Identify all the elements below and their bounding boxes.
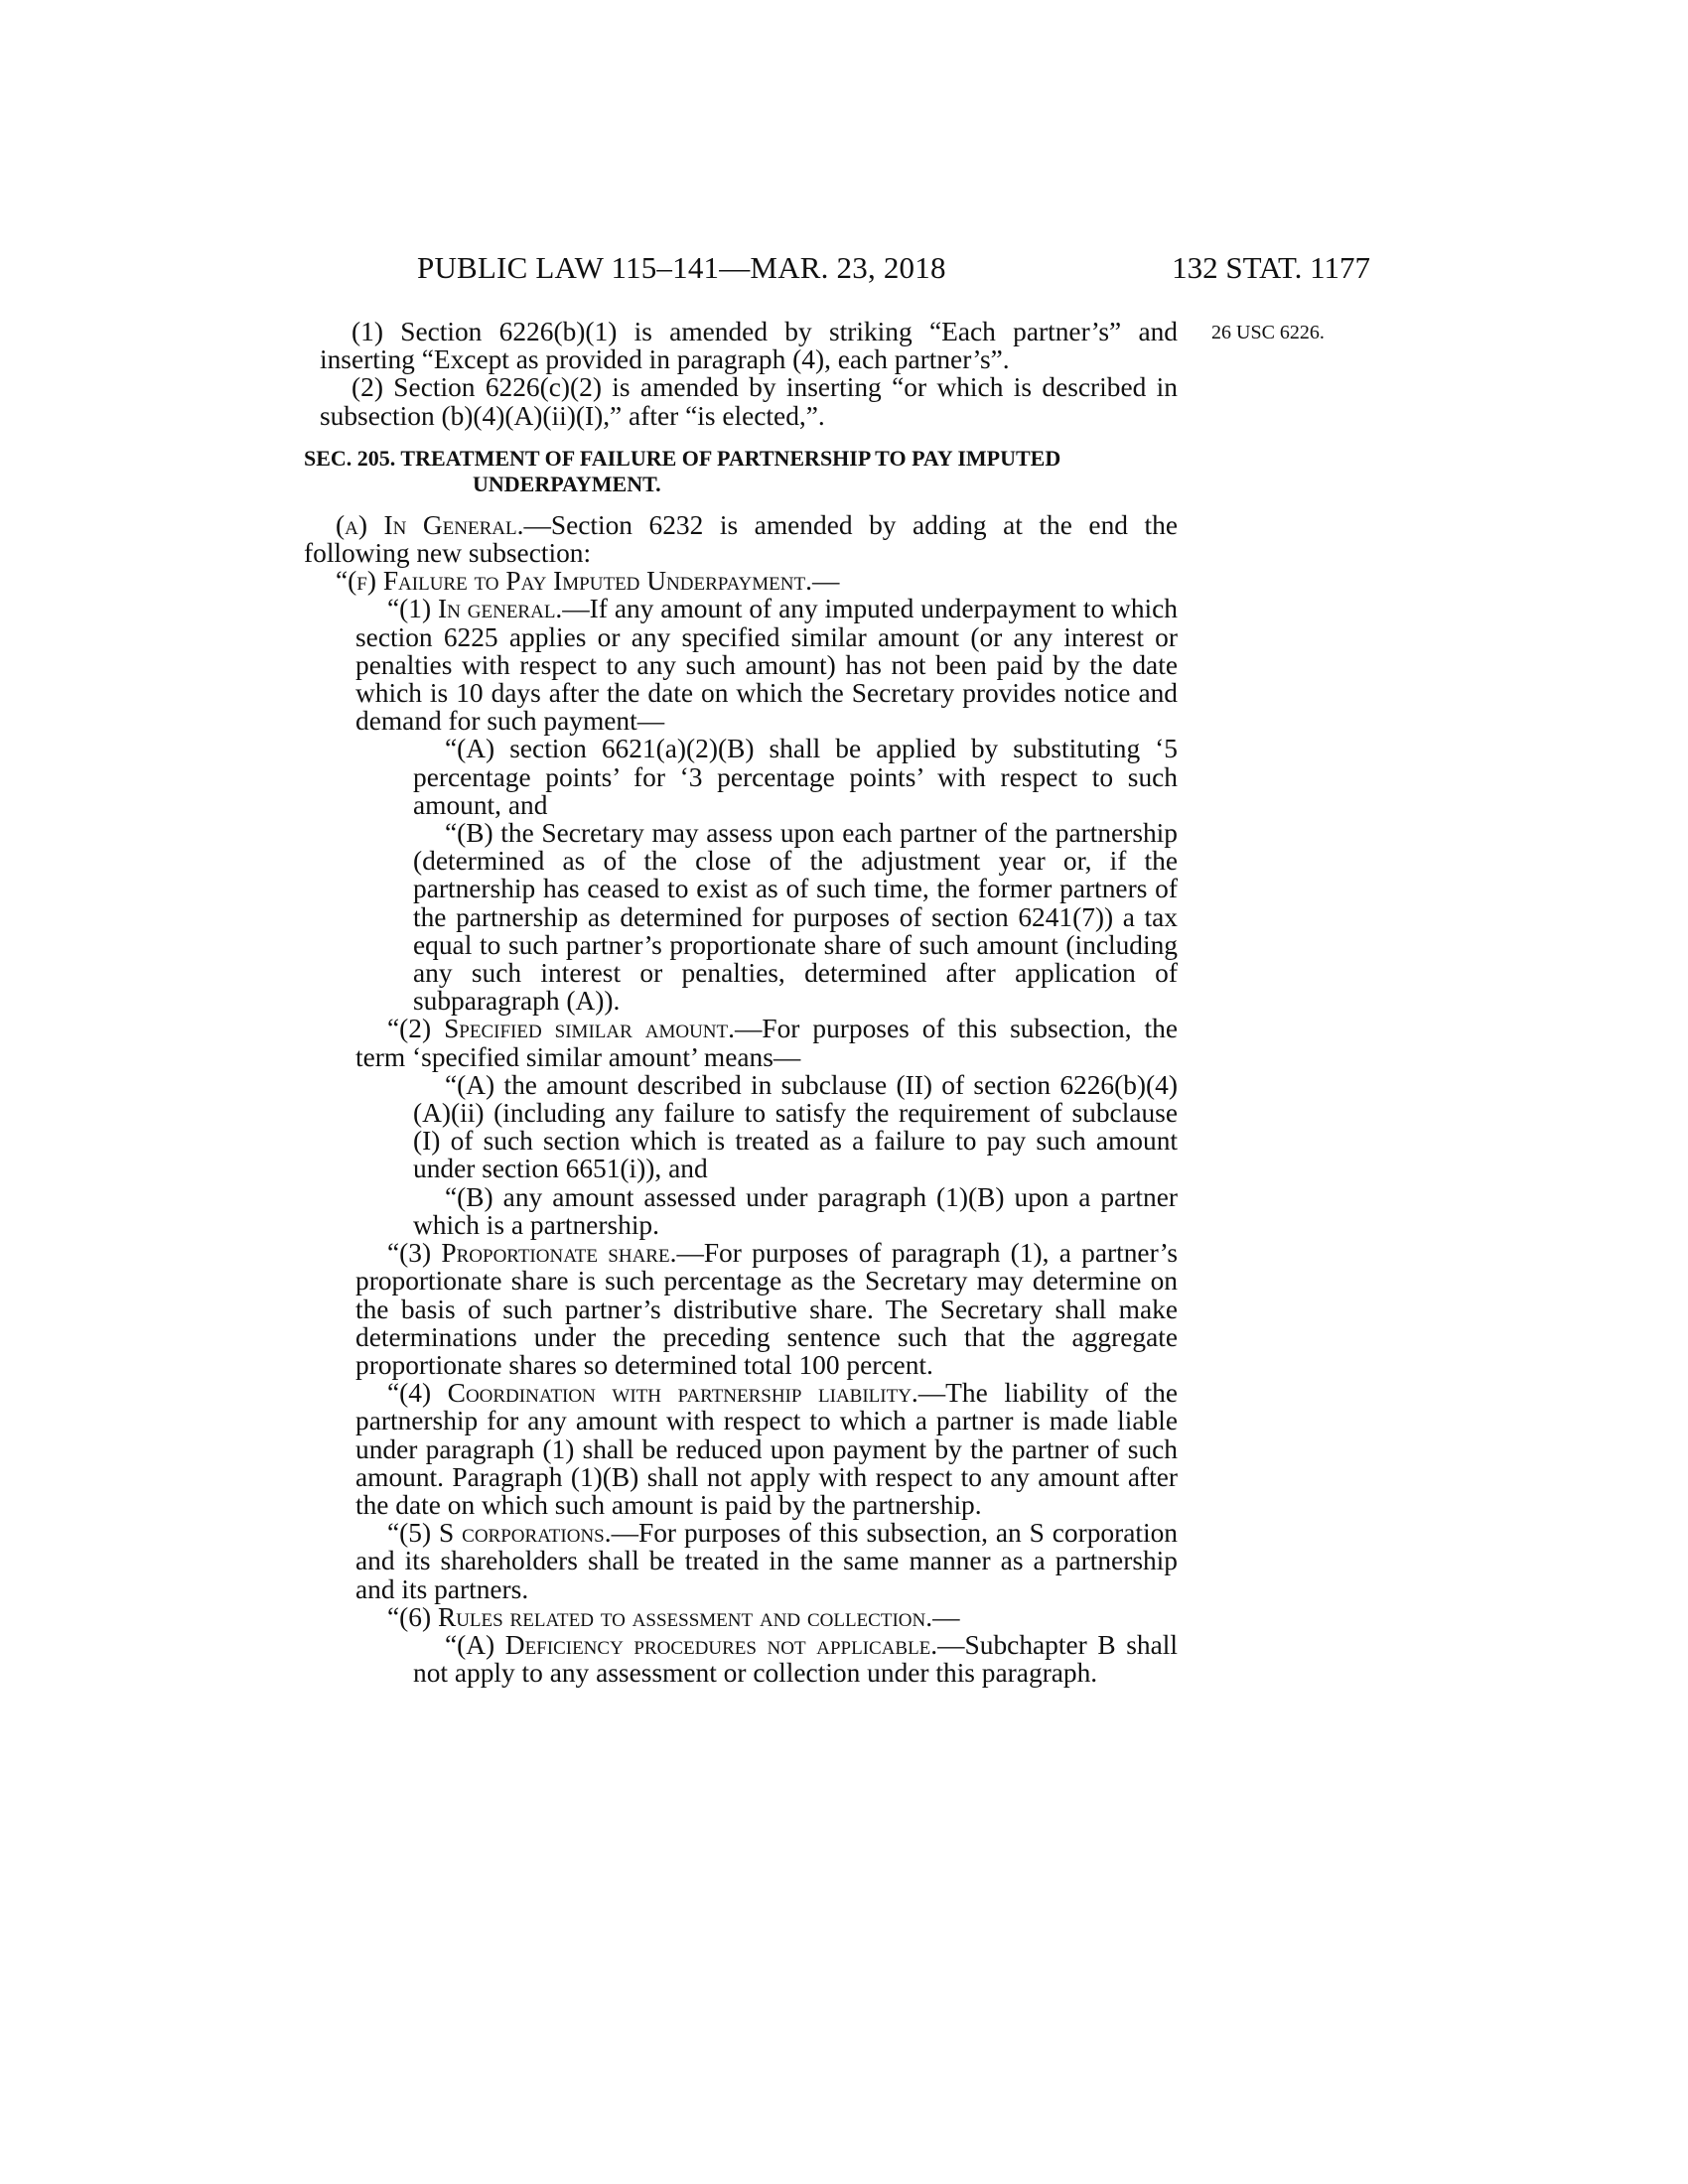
paragraph-f2 [304,1015,1178,1070]
statute-page-number: 132 STAT. 1177 [1172,250,1370,285]
subparagraph-f2b: “(B) any amount assessed under paragraph (1)(B) upon a partner which is a partnership. [413,1181,1178,1240]
subsection-f-heading: “(f) Failure to Pay Imputed Underpayment. [336,566,812,597]
paragraph-f4-heading: “(4) Coordination with partnership liability. [387,1378,918,1409]
subsection-a-heading: (a) In General. [336,509,524,540]
subsection-a [304,511,1178,567]
paragraph-f3 [304,1239,1178,1379]
paragraph-f3-heading: “(3) Proportionate share. [387,1238,677,1269]
section-heading-line-1: SEC. 205. TREATMENT OF FAILURE OF PARTNERSHIP TO PAY IMPUTED [304,445,1061,471]
subparagraph-f1b: “(B) the Secretary may assess upon each partner of the partnership (determined as of the close of the adjustment year or, if the partnership has ceased to exist as of such time, the former partners of the partnership as determined for purposes of section 6241(7)) a tax equal to such partner’s proportionate share of such amount (including any such interest or penalties, determined after application of subparagraph (A)). [413,818,1178,1017]
public-law-title: PUBLIC LAW 115–141—MAR. 23, 2018 [417,250,946,285]
subsection-f [304,567,1178,595]
subparagraph-f6a-text: —Subchapter B shall not apply to any assessment or collection under this paragraph. [413,1629,1178,1689]
subparagraph-f1a: “(A) section 6621(a)(2)(B) shall be applied by substituting ‘5 percentage points’ for ‘3 percentage points’ with respect to such amount, and [413,734,1178,820]
subparagraph-f2a: “(A) the amount described in subclause (II) of section 6226(b)(4)(A)(ii) (including any failure to satisfy the requirement of subclause (I) of such section which is treated as a failure to pay such amount under section 6651(i)), and [413,1069,1178,1184]
paragraph-f1-heading: “(1) In general. [387,594,563,624]
paragraph-f1 [304,595,1178,735]
usc-margin-note: 26 USC 6226. [1211,322,1325,343]
paragraph-f4 [304,1379,1178,1519]
document-body [304,318,1178,1687]
paragraph-2: (2) Section 6226(c)(2) is amended by inserting “or which is described in subsection (b)(4)(A)(ii)(I),” after “is elected,”. [320,372,1178,431]
subsection-f-dash: — [811,566,840,597]
paragraph-f5-text: —For purposes of this subsection, an S corporation and its shareholders shall be treated in the same manner as a partnership and its partners. [355,1518,1178,1604]
subsection-a-text: —Section 6232 is amended by adding at the end the following new subsection: [304,509,1178,569]
paragraph-f2-heading: “(2) Specified similar amount. [387,1014,735,1044]
paragraph-f2-text: —For purposes of this subsection, the term ‘specified similar amount’ means— [355,1014,1178,1072]
paragraph-f3-text: —For purposes of paragraph (1), a partner’s proportionate share is such percentage as the Secretary may determine on the basis of such partner’s distributive share. The Secretary shall make determinations under the preceding sentence such that the aggregate proportionate shares so determined total 100 percent. [355,1238,1178,1380]
section-heading-line-2: UNDERPAYMENT. [473,471,661,496]
running-head [417,250,1370,290]
paragraph-1: (1) Section 6226(b)(1) is amended by striking “Each partner’s” and inserting “Except as provided in paragraph (4), each partner’s”. [320,317,1178,375]
paragraph-f4-text: —The liability of the partnership for any amount with respect to which a partner is made liable under paragraph (1) shall be reduced upon payment by the partner of such amount. Paragraph (1)(B) shall not apply with respect to any amount after the date on which such amount is paid by the partnership. [355,1378,1178,1520]
subparagraph-f6a-heading: “(A) Deficiency procedures not applicable. [445,1629,938,1660]
paragraph-f5-heading: “(5) S corporations. [387,1518,612,1549]
paragraph-f1-text: —If any amount of any imputed underpayment to which section 6225 applies or any specified similar amount (or any interest or penalties with respect to any such amount) has not been paid by the date which is 10 days after the date on which the Secretary provides notice and demand for such payment— [355,594,1178,737]
paragraph-f6-dash: — [932,1601,960,1632]
paragraph-f5 [304,1519,1178,1603]
section-heading [304,446,1178,497]
paragraph-f6 [304,1603,1178,1631]
subparagraph-f6a [304,1631,1178,1687]
paragraph-f6-heading: “(6) Rules related to assessment and collection. [387,1601,933,1632]
